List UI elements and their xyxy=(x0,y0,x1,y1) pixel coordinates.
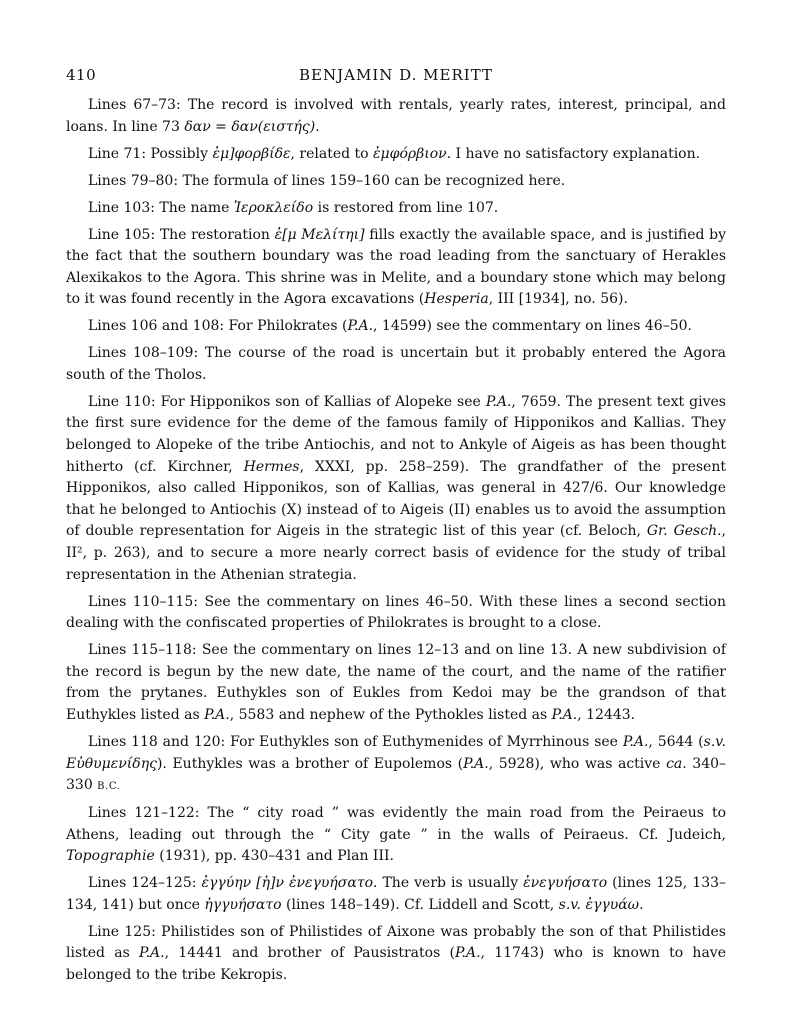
paragraph-lines-79-80 xyxy=(66,171,726,193)
greek-term: ἐ[μ Μελίτηι] xyxy=(274,226,365,243)
text: , 5644 ( xyxy=(648,733,704,750)
citation-abbrev: P.A. xyxy=(622,733,649,750)
text: , related to xyxy=(290,145,374,162)
text: Possibly xyxy=(146,145,213,162)
citation-abbrev: s.v. xyxy=(703,733,726,750)
citation-abbrev: s.v. xyxy=(558,896,581,913)
paragraph-lines-106-108 xyxy=(66,316,726,338)
text: The restoration xyxy=(155,226,275,243)
line-reference: Lines 79–80: xyxy=(88,172,179,189)
circa-abbrev: ca. xyxy=(666,755,687,772)
paragraph-lines-124-125 xyxy=(66,873,726,916)
paragraph-lines-115-118 xyxy=(66,640,726,726)
greek-term: ἐγγυάω xyxy=(585,896,640,913)
text: ). Euthykles was a brother of Eupolemos ( xyxy=(156,755,464,772)
text: , III [1934], no. 56). xyxy=(488,291,628,308)
text: . xyxy=(315,118,320,135)
line-reference: Lines 108–109: xyxy=(88,345,199,362)
era-abbrev: B.C. xyxy=(97,781,121,793)
greek-term: ἐγγύην [ἡ]ν ἐνεγυήσατο xyxy=(201,875,373,892)
paragraph-lines-67-73 xyxy=(66,95,726,138)
text: . I have no satisfactory explanation. xyxy=(446,145,701,162)
text: For Euthykles son of Euthymenides of Myrrhinous see xyxy=(225,733,623,750)
greek-term: Ἱεροκλείδο xyxy=(233,199,314,216)
text: , 7659. The present text gives the first sure evidence for the deme of the famous family of Hipponikos and Kallias. They belonged to Alopeke of the tribe Antiochis, and not to Ankyle of Aigeis as has been thought hitherto (cf. Kirchner, xyxy=(66,393,726,475)
book-title: Topographie xyxy=(66,848,155,865)
paragraph-line-105 xyxy=(66,225,726,311)
text: The course of the road is uncertain but it probably entered the Agora south of the Tholos. xyxy=(66,345,726,383)
text: See the commentary on lines 46–50. With these lines a second section dealing with the confiscated properties of Philokrates is brought to a close. xyxy=(66,593,726,632)
text: , 12443. xyxy=(577,706,636,723)
citation-abbrev: P.A. xyxy=(139,945,165,962)
greek-term: Εὐθυμενίδης xyxy=(66,755,157,772)
text: fills exactly the available space, and is justified by the fact that the southern boundary was the road leading from the sanctuary of Herakles Alexikakos to the Agora. This shrine was in Melite, and a boundary stone which may belong to it was found recently in the Agora excavations ( xyxy=(66,226,727,308)
line-reference: Line 71: xyxy=(88,145,147,162)
text: For Hipponikos son of Kallias of Alopeke see xyxy=(155,393,486,410)
citation-abbrev: P.A. xyxy=(347,318,374,335)
line-reference: Line 125: xyxy=(88,923,156,940)
running-title: BENJAMIN D. MERITT xyxy=(299,66,493,84)
text: is restored from line 107. xyxy=(313,199,499,216)
citation-abbrev: P.A. xyxy=(551,706,578,723)
text: (1931), pp. 430–431 and Plan III. xyxy=(154,848,394,865)
page-number: 410 xyxy=(66,66,97,84)
line-reference: Lines 67–73: xyxy=(88,97,181,113)
text: (lines 148–149). Cf. Liddell and Scott, xyxy=(281,896,559,913)
line-reference: Line 105: xyxy=(88,226,156,243)
line-reference: Lines 115–118: xyxy=(88,642,197,659)
line-reference: Line 103: xyxy=(88,199,155,216)
citation-abbrev: P.A. xyxy=(485,393,512,410)
text: . The verb is usually xyxy=(373,875,524,892)
journal-title: Hesperia xyxy=(424,291,489,308)
greek-term: δαν = δαν(ειστής) xyxy=(184,118,316,135)
line-reference: Lines 121–122: xyxy=(88,805,200,822)
paragraph-lines-118-120 xyxy=(66,732,726,798)
greek-term: ἐμ]φορβίδε xyxy=(212,145,291,162)
line-reference: Lines 118 and 120: xyxy=(88,733,226,750)
journal-title: Hermes xyxy=(243,458,300,475)
line-reference: Lines 110–115: xyxy=(88,593,198,610)
paragraph-line-103 xyxy=(66,198,726,220)
text: The record is involved with rentals, yearly rates, interest, principal, and loans. In line 73 xyxy=(66,97,726,135)
text: , XXXI, pp. 258–259). The grandfather of the present Hipponikos, also called Hipponikos, son of Kallias, was general in 427/6. Our knowledge that he belonged to Antiochis (X) instead of to Aigeis (II) enables us to avoid the assumption of double representation for Aigeis in the strategic list of this year (cf. Beloch, xyxy=(66,458,726,540)
paragraph-line-125 xyxy=(66,922,726,987)
text: See the commentary on lines 12–13 and on line 13. A new subdivision of the record is begun by the new date, the name of the court, and the name of the ratifier from the prytanes. Euthykles son of Eukles from Kedoi may be the grandson of that Euthykles listed as xyxy=(66,642,727,723)
greek-term: ἐμφόρβιον xyxy=(373,145,447,162)
text: , 5928), who was active xyxy=(488,755,667,772)
text: 340–330 xyxy=(66,755,727,794)
citation-abbrev: P.A. xyxy=(454,945,481,962)
text: , II², p. 263), and to secure a more nearly correct basis of evidence for the study of tribal representation in the Athenian strategia. xyxy=(66,523,726,583)
greek-term: ἠγγυήσατο xyxy=(204,896,282,913)
text: Philistides son of Philistides of Aixone was probably the son of that Philistides listed as xyxy=(66,923,726,962)
paragraph-line-110 xyxy=(66,392,726,586)
commentary-body xyxy=(66,95,726,992)
paragraph-line-71 xyxy=(66,144,726,166)
text: , 5583 and nephew of the Pythokles listed as xyxy=(229,706,552,723)
citation-abbrev: P.A. xyxy=(463,755,489,772)
paragraph-lines-110-115 xyxy=(66,592,726,635)
text: The formula of lines 159–160 can be recognized here. xyxy=(178,172,566,189)
book-title: Gr. Gesch. xyxy=(646,523,722,540)
line-reference: Lines 124–125: xyxy=(88,875,197,892)
paragraph-lines-108-109 xyxy=(66,343,726,386)
line-reference: Lines 106 and 108: xyxy=(88,318,225,335)
line-reference: Line 110: xyxy=(88,393,156,410)
text: , 14441 and brother of Pausistratos ( xyxy=(164,945,455,962)
greek-term: ἐνεγυήσατο xyxy=(523,875,608,892)
text: . xyxy=(639,896,644,913)
text: , 14599) see the commentary on lines 46–50. xyxy=(373,318,692,335)
citation-abbrev: P.A. xyxy=(204,706,230,723)
text: , 11743) who is known to have belonged to the tribe Kekropis. xyxy=(66,945,726,984)
text: For Philokrates ( xyxy=(224,318,348,335)
text: The “ city road ” was evidently the main road from the Peiraeus to Athens, leading out through the “ City gate ” in the walls of Peiraeus. Cf. Judeich, xyxy=(66,805,727,843)
paragraph-lines-121-122 xyxy=(66,803,726,868)
text: (lines 125, 133–134, 141) but once xyxy=(66,875,727,913)
text: The name xyxy=(154,199,234,216)
